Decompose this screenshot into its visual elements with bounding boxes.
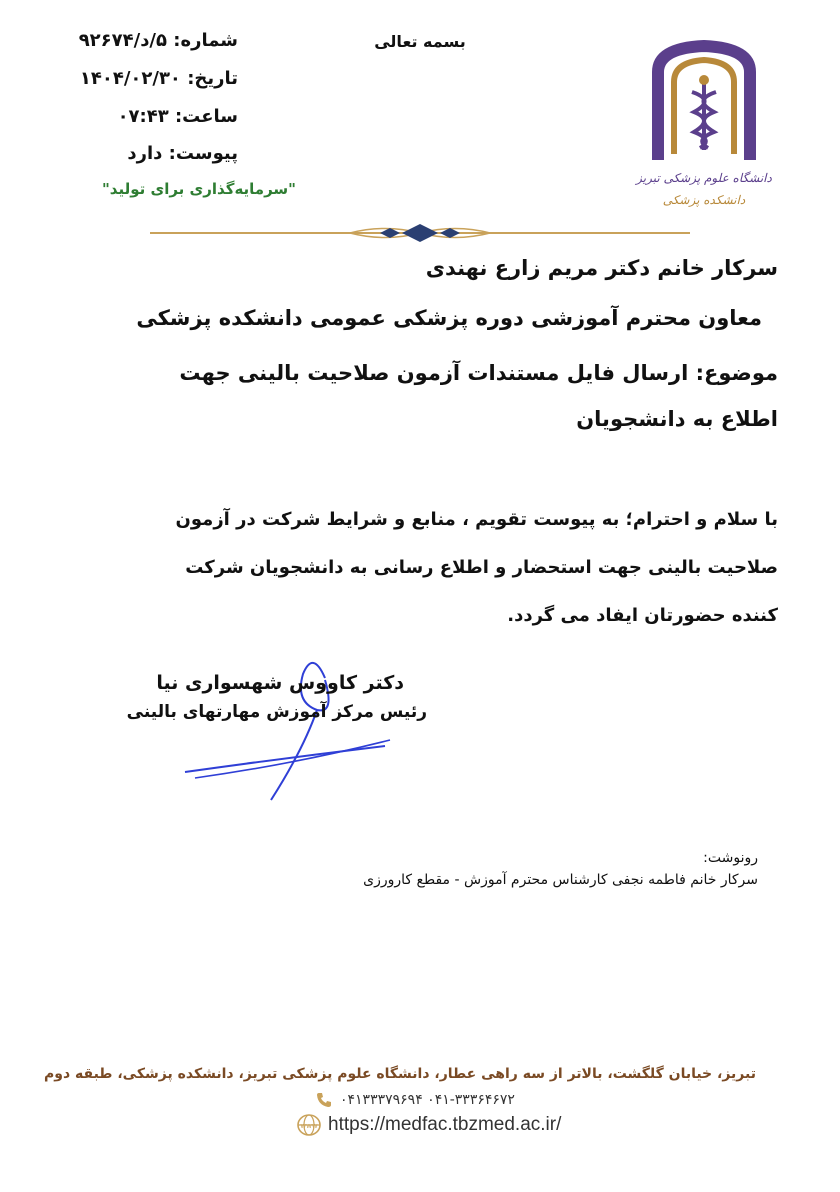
header-divider bbox=[150, 222, 690, 244]
letter-subject: موضوع: ارسال فایل مستندات آزمون صلاحیت بالینی جهت اطلاع به دانشجویان bbox=[179, 361, 778, 431]
cc-recipient: سرکار خانم فاطمه نجفی کارشناس محترم آموزش - مقطع کارورزی bbox=[363, 872, 758, 888]
footer-url-text[interactable]: https://medfac.tbzmed.ac.ir/ bbox=[328, 1114, 562, 1135]
footer-phones bbox=[316, 1092, 515, 1108]
footer-address: تبریز، خیابان گلگشت، بالاتر از سه راهی عطار، دانشگاه علوم پزشکی تبریز، دانشکده پزشکی، طبقه دوم bbox=[44, 1066, 756, 1082]
logo-caption-university: دانشگاه علوم پزشکی تبریز bbox=[636, 171, 772, 185]
letter-body: با سلام و احترام؛ به پیوست تقویم ، منابع و شرایط شرکت در آزمون صلاحیت بالینی جهت استحضار و اطلاع رسانی به دانشجویان شرکت کننده حضورتان ایفاد می گردد. bbox=[175, 509, 778, 626]
university-logo-icon bbox=[636, 42, 772, 222]
signer-title: رئیس مرکز آموزش مهارتهای بالینی bbox=[126, 702, 427, 722]
svg-text:www: www bbox=[300, 1122, 318, 1130]
slogan: "سرمایه‌گذاری برای تولید" bbox=[101, 180, 296, 198]
globe-icon bbox=[296, 1114, 322, 1136]
recipient-name: سرکار خانم دکتر مریم زارع نهندی bbox=[425, 256, 778, 280]
letter-date: تاریخ: ۱۴۰۴/۰۲/۳۰ bbox=[79, 68, 238, 89]
logo-caption-faculty: دانشکده پزشکی bbox=[662, 193, 746, 207]
signer-name: دکتر کاووس شهسواری نیا bbox=[156, 672, 404, 694]
letter-attachment: پیوست: دارد bbox=[127, 143, 238, 164]
bismillah: بسمه تعالی bbox=[374, 32, 466, 51]
letter-number: شماره: ۵/د/۹۲۶۷۴ bbox=[78, 30, 238, 51]
recipient-title: معاون محترم آموزشی دوره پزشکی عمومی دانشکده پزشکی bbox=[136, 306, 762, 330]
letter-time: ساعت: ۰۷:۴۳ bbox=[117, 106, 238, 127]
handwritten-signature bbox=[175, 640, 405, 805]
phone-icon bbox=[316, 1092, 332, 1108]
footer-website[interactable] bbox=[296, 1114, 561, 1136]
cc-label: رونوشت: bbox=[703, 850, 758, 866]
footer-phone-numbers: ۰۴۱-۳۳۳۶۴۶۷۲ ۰۴۱۳۳۳۷۹۶۹۴ bbox=[340, 1092, 515, 1108]
